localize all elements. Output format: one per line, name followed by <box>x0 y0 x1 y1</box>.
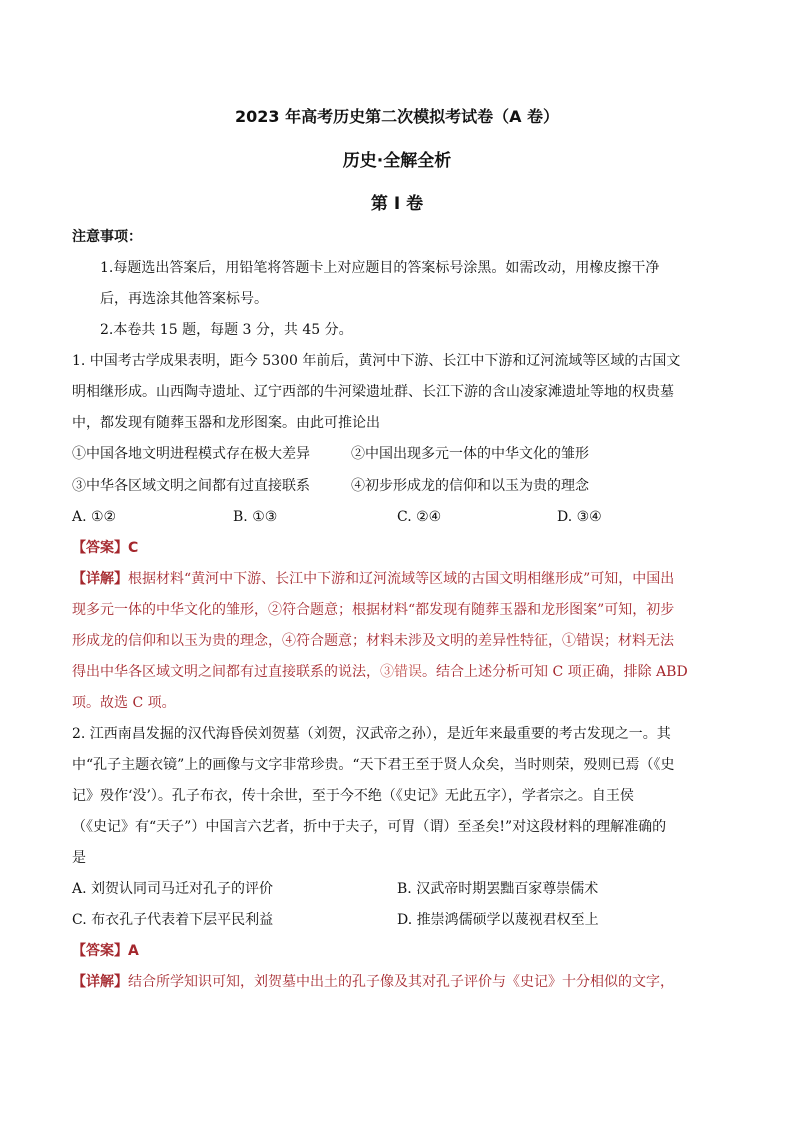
q1-option-b: B. ①③ <box>233 509 278 525</box>
page-subtitle: 历史·全解全析 <box>342 151 452 171</box>
q1-detail-highlight: ③错误 <box>380 664 422 680</box>
q2-option-a: A. 刘贺认同司马迁对孔子的评价 <box>72 881 274 897</box>
q2-detail-label: 【详解】 <box>72 974 128 990</box>
q2-stem-line: 2. 江西南昌发掘的汉代海昏侯刘贺墓（刘贺，汉武帝之孙），是近年来最重要的考古发现之一。其 <box>72 726 671 742</box>
q1-detail-line: 现多元一体的中华文化的雏形，②符合题意；根据材料“都发现有随葬玉器和龙形图案”可知，初步 <box>72 602 675 618</box>
q1-option-d: D. ③④ <box>557 509 602 525</box>
notes-line-3: 2.本卷共 15 题，每题 3 分，共 45 分。 <box>100 322 353 338</box>
q1-detail-text: 得出中华各区域文明之间都有过直接联系的说法， <box>72 664 380 680</box>
q1-detail-line <box>72 569 732 589</box>
q2-stem-line: （《史记》有“天子”）中国言六艺者，折中于夫子，可胃（谓）至圣矣!”对这段材料的理解准确的 <box>72 819 667 835</box>
q2-option-b: B. 汉武帝时期罢黜百家尊崇儒术 <box>397 881 599 897</box>
q2-answer: 【答案】A <box>72 943 139 959</box>
q2-stem-line: 是 <box>72 850 86 866</box>
q1-detail-line <box>72 662 732 682</box>
notes-heading: 注意事项： <box>72 229 142 245</box>
q1-detail-text: 。结合上述分析可知 C 项正确，排除 ABD <box>422 664 688 680</box>
q1-option-a: A. ①② <box>72 509 117 525</box>
q1-detail-line: 项。故选 C 项。 <box>72 695 176 711</box>
q1-option-c: C. ②④ <box>397 509 442 525</box>
notes-line-2: 后，再选涂其他答案标号。 <box>100 291 268 307</box>
q1-statement: ②中国出现多元一体的中华文化的雏形 <box>351 446 589 462</box>
q2-stem-line: 中“孔子主题衣镜”上的画像与文字非常珍贵。“天下君王至于贤人众矣，当时则荣，殁则已焉（《史 <box>72 757 675 773</box>
q1-detail-line: 形成龙的信仰和以玉为贵的理念，④符合题意；材料未涉及文明的差异性特征，①错误；材料无法 <box>72 633 674 649</box>
q2-detail-line <box>72 972 732 992</box>
q1-detail-label: 【详解】 <box>72 571 128 587</box>
q1-statement: ③中华各区域文明之间都有过直接联系 <box>72 478 310 494</box>
q1-statement: ①中国各地文明进程模式存在极大差异 <box>72 446 310 462</box>
q1-detail-text: 根据材料“黄河中下游、长江中下游和辽河流域等区域的古国文明相继形成”可知，中国出 <box>128 571 675 587</box>
q2-option-c: C. 布衣孔子代表着下层平民利益 <box>72 912 274 928</box>
q1-stem-line: 明相继形成。山西陶寺遗址、辽宁西部的牛河梁遗址群、长江下游的含山凌家滩遗址等地的权贵墓 <box>72 384 674 400</box>
section-heading: 第 I 卷 <box>370 194 424 214</box>
notes-line-1: 1.每题选出答案后，用铅笔将答题卡上对应题目的答案标号涂黑。如需改动，用橡皮擦干净 <box>100 260 660 276</box>
q2-stem-line: 记》殁作‘没’）。孔子布衣，传十余世，至于今不绝（《史记》无此五字），学者宗之。自王侯 <box>72 788 634 804</box>
q1-statement: ④初步形成龙的信仰和以玉为贵的理念 <box>351 478 589 494</box>
q1-stem-line: 中，都发现有随葬玉器和龙形图案。由此可推论出 <box>72 415 380 431</box>
q2-option-d: D. 推崇鸿儒硕学以蔑视君权至上 <box>397 912 599 928</box>
page-title: 2023 年高考历史第二次模拟考试卷（A 卷） <box>234 107 560 126</box>
q1-stem-line: 1. 中国考古学成果表明，距今 5300 年前后，黄河中下游、长江中下游和辽河流域等区域的古国文 <box>72 353 681 369</box>
q1-answer: 【答案】C <box>72 540 139 556</box>
q2-detail-text: 结合所学知识可知，刘贺墓中出土的孔子像及其对孔子评价与《史记》十分相似的文字， <box>128 974 674 990</box>
